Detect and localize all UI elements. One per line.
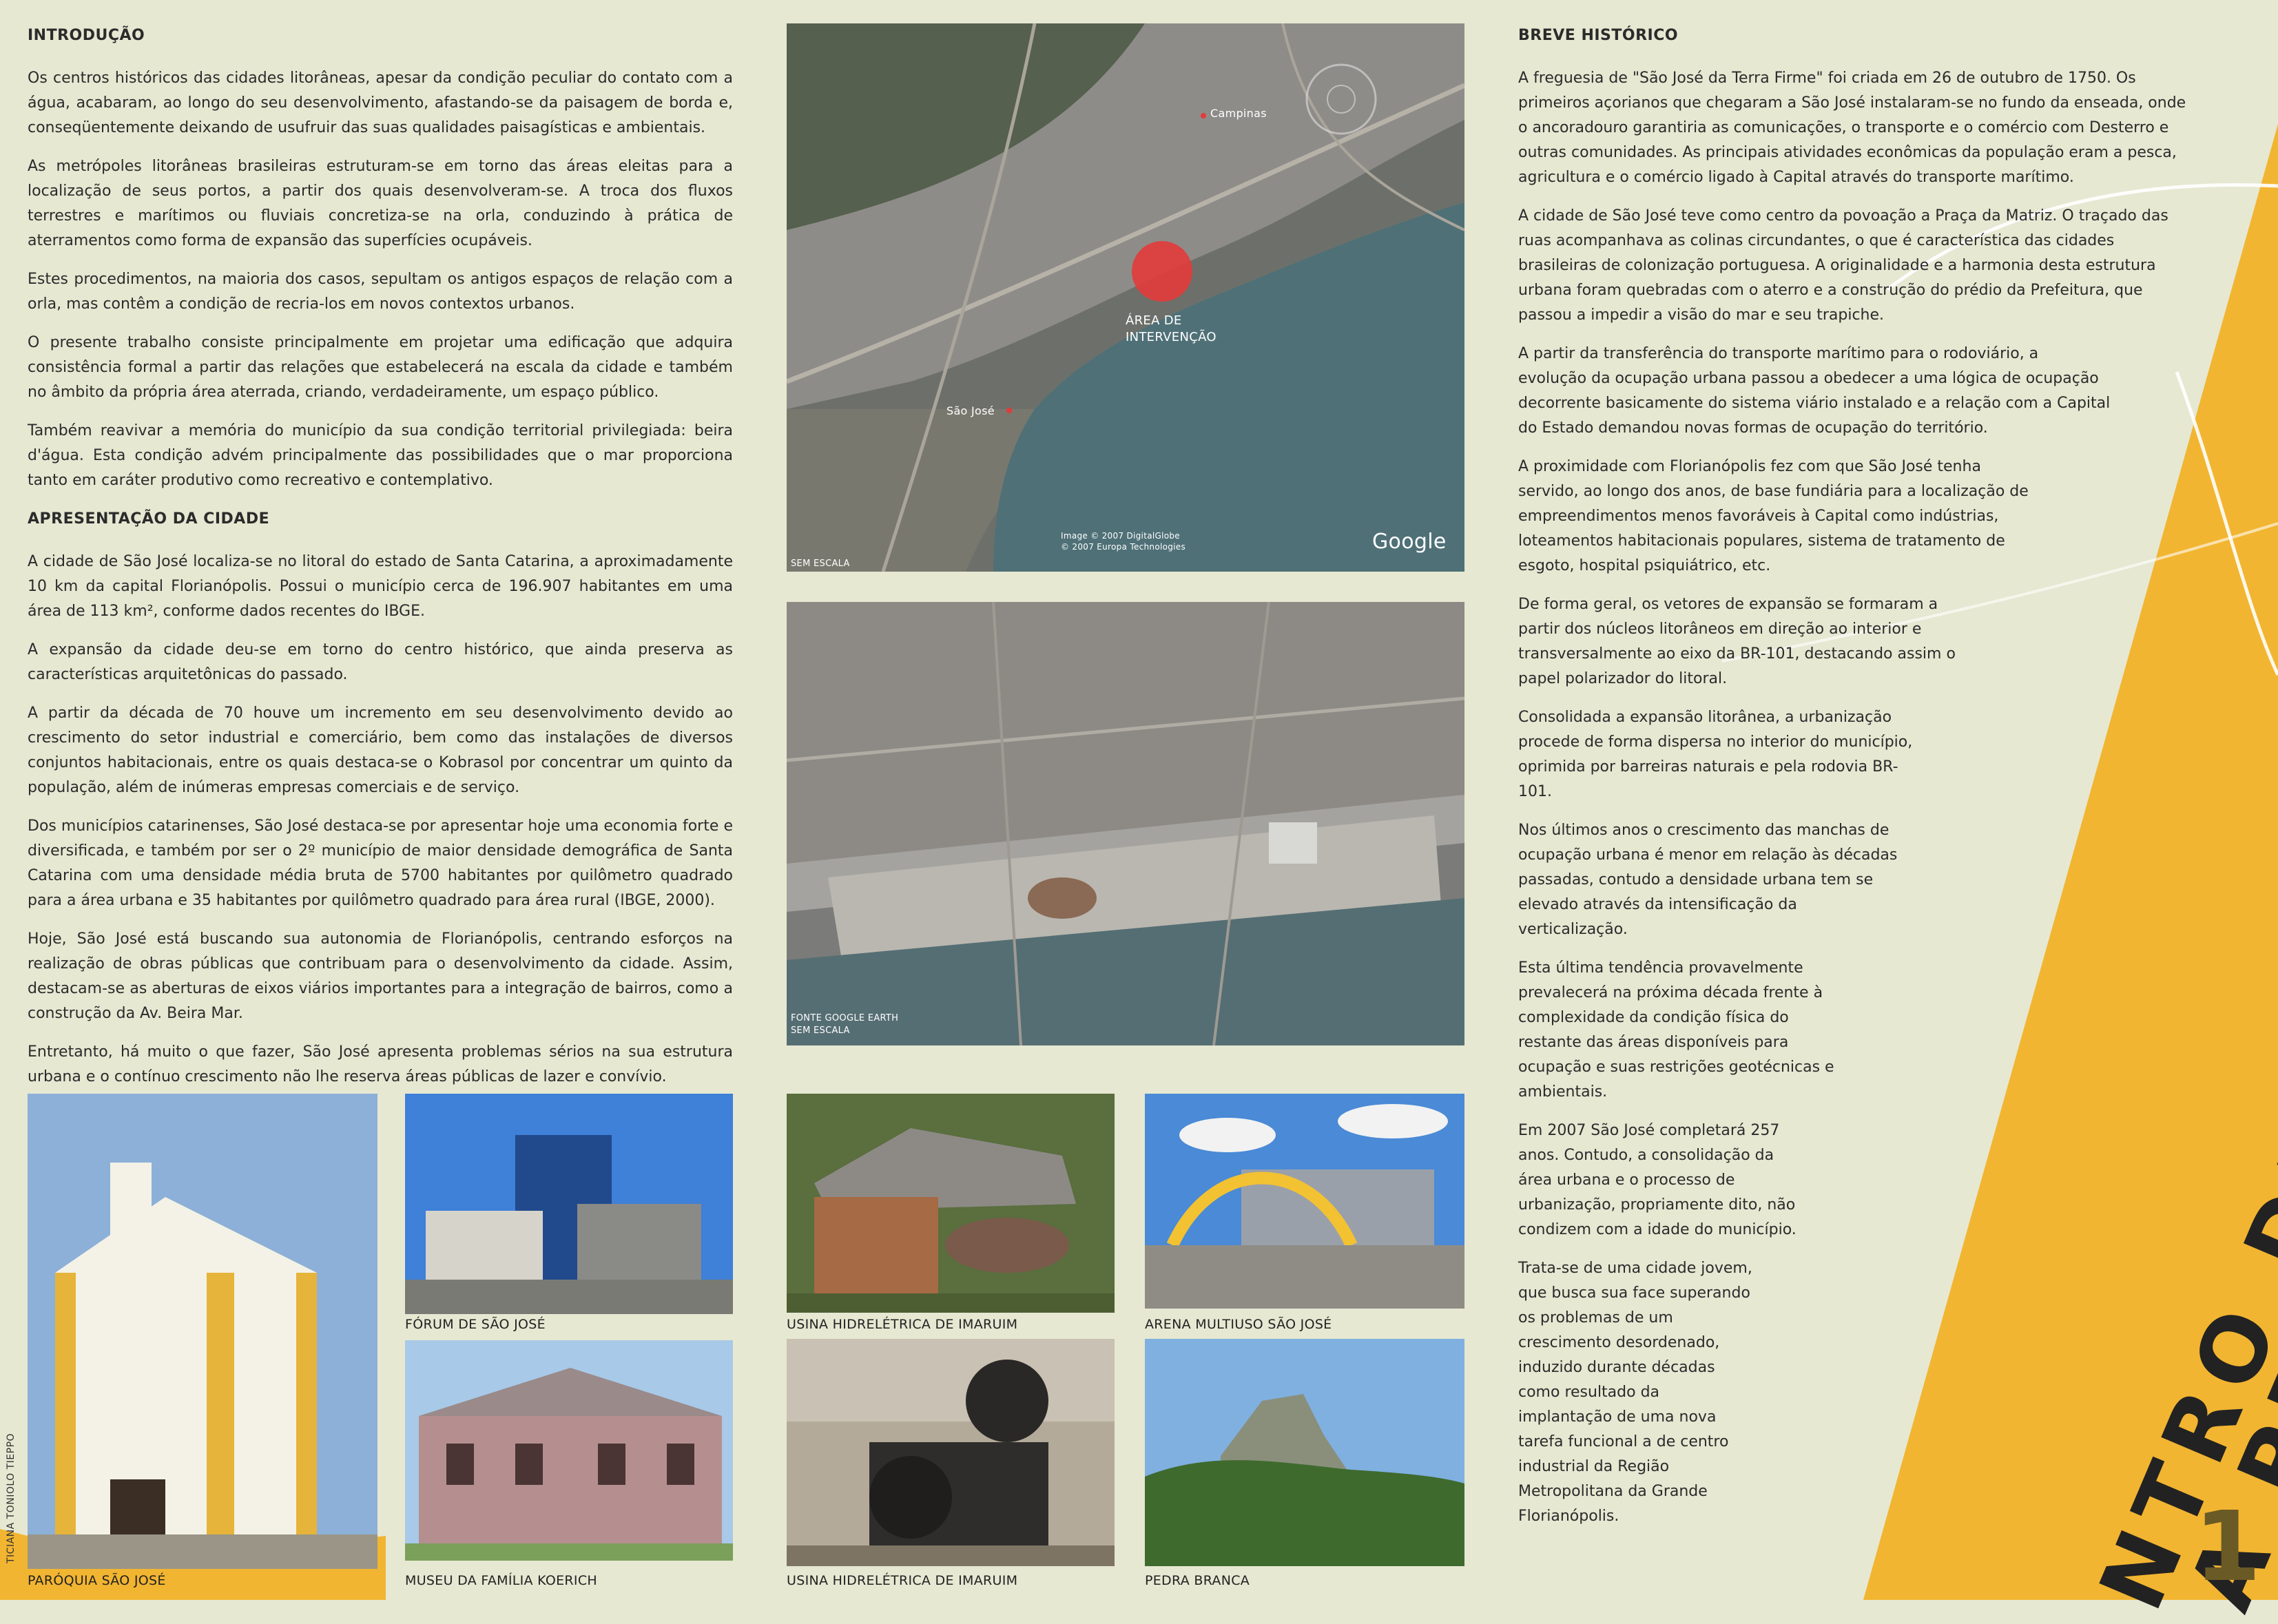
heading-apresentacao: APRESENTAÇÃO DA CIDADE bbox=[28, 510, 270, 528]
heading-introducao: INTRODUÇÃO bbox=[28, 27, 145, 44]
photo-arena bbox=[1145, 1094, 1464, 1309]
left-text-column bbox=[28, 23, 733, 1103]
paragraph: A expansão da cidade deu-se em torno do centro histórico, que ainda preserva as características arquitetônicas do passado. bbox=[28, 641, 733, 683]
photo-forum bbox=[405, 1094, 733, 1314]
intervention-marker bbox=[1132, 241, 1192, 302]
paragraph: A cidade de São José teve como centro da povoação a Praça da Matriz. O traçado das ruas acompanhava as colinas circundantes, o que é característica das cidades brasileiras de colonização portuguesa. A originalidade e a harmonia desta estrutura urbana foram quebradas com o aterro e a construção do prédio da Prefeitura, que passou a impedir a visão do mar e seu trapiche. bbox=[1518, 207, 2168, 324]
photo-usina-interior bbox=[787, 1339, 1115, 1566]
paragraph: As metrópoles litorâneas brasileiras estruturam-se em torno das áreas eleitas para a localização de seus portos, a partir dos quais desenvolveram-se. A troca dos fluxos terrestres e marítimos ou fluviais concretiza-se na orla, conduzindo à prática de aterramentos como forma de expansão das superfícies ocupáveis. bbox=[28, 158, 733, 249]
map-label-area-intervencao: ÁREA DE INTERVENÇÃO bbox=[1126, 313, 1216, 344]
paragraph: A proximidade com Florianópolis fez com que São José tenha servido, ao longo dos anos, de base fundiária para a localização de empreendimentos menos favoráveis à Capital como indústrias, loteamentos habitacionais populares, sistema de tratamento de esgoto, hospital psiquiátrico, etc. bbox=[1518, 458, 2029, 574]
map-label-sao-jose: São José bbox=[946, 404, 995, 417]
paragraph: Estes procedimentos, na maioria dos casos, sepultam os antigos espaços de relação com a orla, mas contêm a condição de recria-los em novos contextos urbanos. bbox=[28, 271, 733, 313]
paragraph: Entretanto, há muito o que fazer, São José apresenta problemas sérios na sua estrutura urbana e o contínuo crescimento não lhe reserva áreas públicas de lazer e convívio. bbox=[28, 1043, 733, 1085]
google-logo: Google bbox=[1372, 530, 1447, 554]
paragraph: O presente trabalho consiste principalmente em projetar uma edificação que adquira consistência formal a partir das relações que estabelecerá na escala da cidade e também no âmbito da própria área aterrada, criando, verdadeiramente, um espaço público. bbox=[28, 334, 733, 401]
map-scale-note: SEM ESCALA bbox=[791, 1026, 850, 1036]
photo-paroquia bbox=[28, 1094, 377, 1569]
map-credit: © 2007 Europa Technologies bbox=[1061, 542, 1186, 552]
paragraph: Consolidada a expansão litorânea, a urbanização procede de forma dispersa no interior do município, oprimida por barreiras naturais e pela rodovia BR-101. bbox=[1518, 709, 1913, 800]
map-credit: Image © 2007 DigitalGlobe bbox=[1061, 531, 1180, 541]
map-label-campinas: Campinas bbox=[1210, 107, 1267, 120]
photo-usina-exterior bbox=[787, 1094, 1115, 1313]
heading-breve-historico: BREVE HISTÓRICO bbox=[1518, 27, 1679, 44]
caption-museu: MUSEU DA FAMÍLIA KOERICH bbox=[405, 1573, 597, 1588]
map-source: FONTE GOOGLE EARTH bbox=[791, 1013, 899, 1023]
paragraph: Dos municípios catarinenses, São José destaca-se por apresentar hoje uma economia forte e diversificada, e também por ser o 2º município de maior densidade demográfica de Santa Catarina com uma densidade média bruta de 5700 habitantes por quilômetro quadrado para a área urbana e 35 habitantes por quilômetro quadrado para área rural (IBGE, 2000). bbox=[28, 818, 733, 909]
paragraph: A freguesia de "São José da Terra Firme" foi criada em 26 de outubro de 1750. Os primeiros açorianos que chegaram a São José instalaram-se no fundo da enseada, onde o ancoradouro garantiria as comunicações, o transporte e o comércio com Desterro e outras comunidades. As principais atividades econômicas da população eram a pesca, agricultura e o comércio ligado à Capital através do transporte marítimo. bbox=[1518, 70, 2186, 186]
author-credit: TICIANA TONIOLO TIEPPO bbox=[6, 1433, 17, 1563]
photo-museu bbox=[405, 1340, 733, 1561]
paragraph: Também reavivar a memória do município da sua condição territorial privilegiada: beira d'água. Esta condição advém principalmente das possibilidades que o mar proporciona tanto em caráter produtivo como recreativo e contemplativo. bbox=[28, 422, 733, 489]
map-graphic bbox=[787, 23, 1464, 572]
paragraph: A partir da transferência do transporte marítimo para o rodoviário, a evolução da ocupação urbana passou a obedecer a uma lógica de ocupação decorrente basicamente do sistema viário instalado e a relação com a Capital do Estado demandou novas formas de ocupação do território. bbox=[1518, 345, 2111, 437]
map-graphic bbox=[787, 602, 1464, 1045]
paragraph: A cidade de São José localiza-se no litoral do estado de Santa Catarina, a aproximadamente 10 km da capital Florianópolis. Possui o município cerca de 196.907 habitantes em uma área de 113 km², conforme dados recentes do IBGE. bbox=[28, 553, 733, 620]
paragraph: A partir da década de 70 houve um incremento em seu desenvolvimento devido ao crescimento do setor industrial e comerciário, bem como das instalações de diversos conjuntos habitacionais, entre os quais destaca-se o Kobrasol por concentrar um quinto da população, além de inúmeras empresas comerciais e de serviço. bbox=[28, 705, 733, 796]
paragraph: Em 2007 São José completará 257 anos. Contudo, a consolidação da área urbana e o processo de urbanização, propriamente dito, não condizem com a idade do município. bbox=[1518, 1122, 1796, 1238]
map-scale-note: SEM ESCALA bbox=[791, 559, 850, 569]
caption-usina-1: USINA HIDRELÉTRICA DE IMARUIM bbox=[787, 1317, 1018, 1332]
caption-paroquia: PARÓQUIA SÃO JOSÉ bbox=[28, 1573, 166, 1588]
paragraph: De forma geral, os vetores de expansão se formaram a partir dos núcleos litorâneos em direção ao interior e transversalmente ao eixo da BR-101, destacando assim o papel polarizador do litoral. bbox=[1518, 596, 1956, 687]
caption-usina-2: USINA HIDRELÉTRICA DE IMARUIM bbox=[787, 1573, 1018, 1588]
paragraph: Nos últimos anos o crescimento das manchas de ocupação urbana é menor em relação às décadas passadas, contudo a densidade urbana tem se elevado através da intensificação da verticalização. bbox=[1518, 822, 1898, 938]
paragraph: Esta última tendência provavelmente prevalecerá na próxima década frente à complexidade da condição física do restante das áreas disponíveis para ocupação e suas restrições geotécnicas e ambientais. bbox=[1518, 959, 1834, 1101]
satellite-map-top bbox=[787, 23, 1464, 572]
paragraph: Hoje, São José está buscando sua autonomia de Florianópolis, centrando esforços na realização de obras públicas que contribuam para o desenvolvimento da cidade. Assim, destacam-se as aberturas de eixos viários importantes para a integração de bairros, como a construção da Av. Beira Mar. bbox=[28, 930, 733, 1022]
caption-arena: ARENA MULTIUSO SÃO JOSÉ bbox=[1145, 1317, 1332, 1332]
page-number: 1 bbox=[2194, 1491, 2261, 1603]
photo-pedra-branca bbox=[1145, 1339, 1464, 1566]
satellite-map-bottom bbox=[787, 602, 1464, 1045]
right-text-column bbox=[1518, 23, 2193, 1543]
paragraph: Trata-se de uma cidade jovem, que busca sua face superando os problemas de um crescimento desordenado, induzido durante décadas como resultado da implantação de uma nova tarefa funcional a de centro industrial da Região Metropolitana da Grande Florianópolis. bbox=[1518, 1260, 1752, 1525]
caption-forum: FÓRUM DE SÃO JOSÉ bbox=[405, 1317, 546, 1332]
paragraph: Os centros históricos das cidades litorâneas, apesar da condição peculiar do contato com a água, acabaram, ao longo do seu desenvolvimento, afastando-se da paisagem de borda e, conseqüentemente deixando de usufruir das suas qualidades paisagísticas e ambientais. bbox=[28, 70, 733, 136]
caption-pedra-branca: PEDRA BRANCA bbox=[1145, 1573, 1250, 1588]
